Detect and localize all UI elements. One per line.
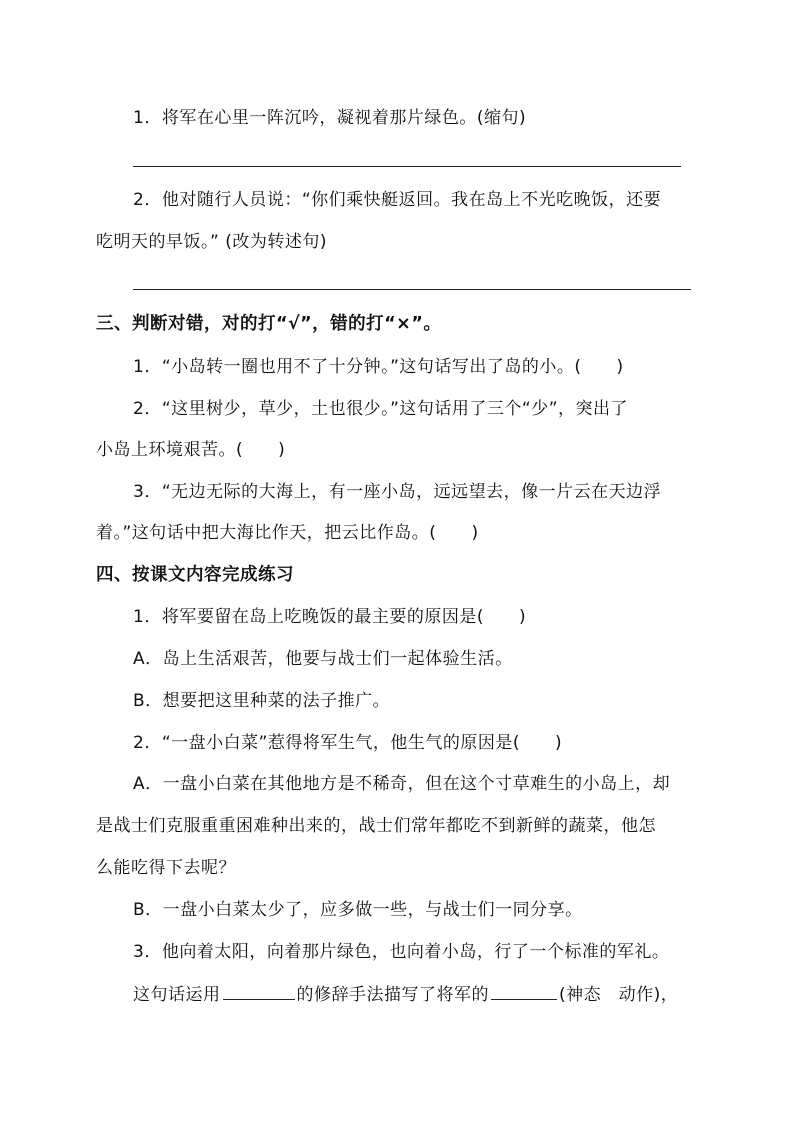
- section4-q3-text-a: 这句话运用: [133, 985, 221, 1005]
- section4-q1: 1．将军要留在岛上吃晚饭的最主要的原因是( ): [133, 607, 527, 627]
- section4-q2-option-a-line3: 么能吃得下去呢？: [96, 858, 236, 878]
- section4-q1-option-b: B．想要把这里种菜的法子推广。: [133, 691, 391, 711]
- rewrite-q1: 1．将军在心里一阵沉吟，凝视着那片绿色。(缩句): [133, 108, 527, 128]
- section4-q3-text-c: (神态 动作)，: [559, 985, 679, 1005]
- rewrite-q2-answer-line: [133, 289, 691, 290]
- section4-q2-option-a-line2: 是战士们克服重重困难种出来的，战士们常年都吃不到新鲜的蔬菜，他怎: [96, 816, 656, 836]
- section4-title: 四、按课文内容完成练习: [96, 565, 294, 585]
- section3-q1: 1．“小岛转一圈也用不了十分钟。”这句话写出了岛的小。( ): [133, 357, 624, 377]
- section4-q2-option-b: B．一盘小白菜太少了，应多做一些，与战士们一同分享。: [133, 900, 583, 920]
- section4-q2: 2．“一盘小白菜”惹得将军生气，他生气的原因是( ): [133, 733, 563, 753]
- rewrite-q2-line1: 2．他对随行人员说：“你们乘快艇返回。我在岛上不光吃晚饭，还要: [133, 190, 662, 210]
- section4-q3-line1: 3．他向着太阳，向着那片绿色，也向着小岛，行了一个标准的军礼。: [133, 942, 670, 962]
- section4-q1-option-a: A．岛上生活艰苦，他要与战士们一起体验生活。: [133, 649, 513, 669]
- section4-q2-option-a-line1: A．一盘小白菜在其他地方是不稀奇，但在这个寸草难生的小岛上，却: [133, 774, 671, 794]
- rewrite-q1-answer-line: [133, 166, 681, 167]
- rewrite-q2-line2: 吃明天的早饭。” (改为转述句): [96, 232, 327, 252]
- section3-q2-line1: 2．“这里树少，草少，土也很少。”这句话用了三个“少”，突出了: [133, 399, 629, 419]
- rhetoric-blank[interactable]: [223, 981, 295, 1000]
- section3-q3-line2: 着。”这句话中把大海比作天，把云比作岛。( ): [96, 523, 479, 543]
- section3-q3-line1: 3．“无边无际的大海上，有一座小岛，远远望去，像一片云在天边浮: [133, 482, 662, 502]
- section4-q3-text-b: 的修辞手法描写了将军的: [296, 985, 489, 1005]
- description-blank[interactable]: [491, 981, 557, 1000]
- section4-q3-line2: [133, 981, 678, 1007]
- section3-title: 三、判断对错，对的打“√”，错的打“×”。: [96, 314, 442, 334]
- section3-q2-line2: 小岛上环境艰苦。( ): [96, 440, 286, 460]
